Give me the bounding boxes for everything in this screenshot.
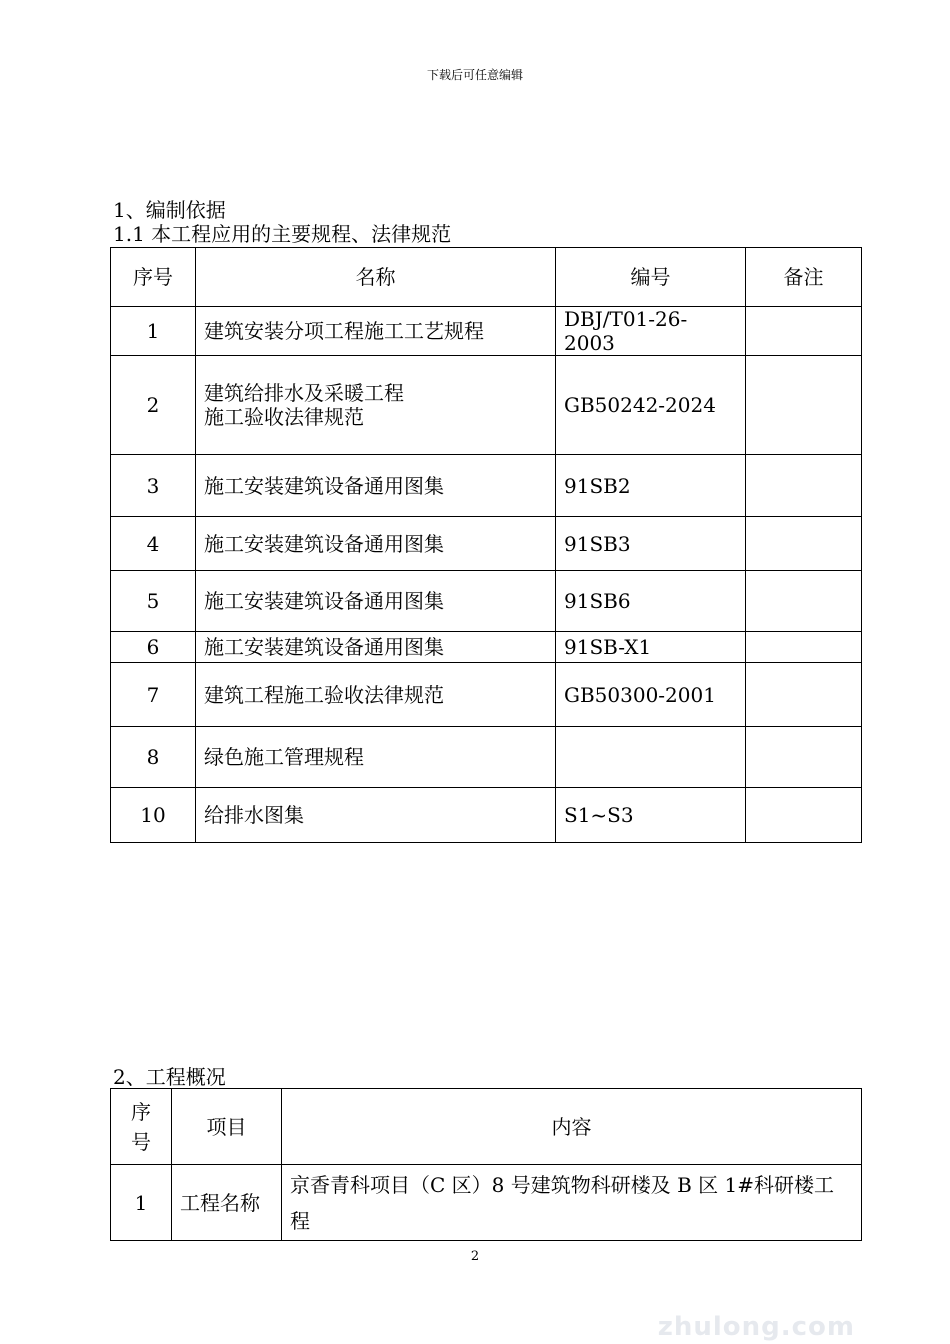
- table-row: [111, 788, 862, 843]
- row-no: 2: [111, 356, 196, 455]
- row-name: 施工安装建筑设备通用图集: [196, 455, 556, 517]
- column-header-no-line2: 号: [131, 1129, 151, 1154]
- row-item: 工程名称: [172, 1165, 282, 1241]
- row-remark: [746, 356, 862, 455]
- row-no: 10: [111, 788, 196, 843]
- row-remark: [746, 571, 862, 632]
- table-row: [111, 517, 862, 571]
- row-no: 7: [111, 663, 196, 727]
- row-code: [556, 727, 746, 788]
- row-code: S1~S3: [556, 788, 746, 843]
- column-header-no-line1: 序: [131, 1099, 151, 1124]
- row-no: 4: [111, 517, 196, 571]
- row-code: DBJ/T01-26-2003: [556, 307, 746, 356]
- table-row: [111, 455, 862, 517]
- row-remark: [746, 632, 862, 663]
- row-remark: [746, 663, 862, 727]
- table-row: [111, 356, 862, 455]
- row-no: 8: [111, 727, 196, 788]
- row-name: 施工安装建筑设备通用图集: [196, 571, 556, 632]
- table-row: [111, 1165, 862, 1241]
- watermark: zhulong.com: [657, 1312, 855, 1342]
- section1-subtitle: 1.1 本工程应用的主要规程、法律规范: [113, 222, 452, 246]
- row-code: 91SB2: [556, 455, 746, 517]
- table-row: [111, 663, 862, 727]
- column-header-code: 编号: [556, 248, 746, 307]
- table-row: [111, 632, 862, 663]
- column-header-name: 名称: [196, 248, 556, 307]
- column-header-item: 项目: [172, 1089, 282, 1165]
- row-code: 91SB6: [556, 571, 746, 632]
- header-note: 下载后可任意编辑: [426, 68, 523, 82]
- row-remark: [746, 788, 862, 843]
- row-name: 施工安装建筑设备通用图集: [196, 632, 556, 663]
- project-overview-table: [110, 1088, 862, 1241]
- row-name-line1: 建筑给排水及采暖工程: [204, 381, 404, 405]
- row-name: 给排水图集: [196, 788, 556, 843]
- page-number: 2: [470, 1249, 480, 1264]
- table-header-row: [111, 248, 862, 307]
- row-no: 3: [111, 455, 196, 517]
- table-row: [111, 727, 862, 788]
- row-remark: [746, 727, 862, 788]
- table-row: [111, 571, 862, 632]
- row-remark: [746, 517, 862, 571]
- table-header-row: [111, 1089, 862, 1165]
- row-no: 5: [111, 571, 196, 632]
- row-no: 1: [111, 1165, 172, 1241]
- row-code: 91SB3: [556, 517, 746, 571]
- row-code: GB50300-2001: [556, 663, 746, 727]
- column-header-no: [111, 1089, 172, 1165]
- row-code: 91SB-X1: [556, 632, 746, 663]
- row-name: [196, 356, 556, 455]
- row-name: 施工安装建筑设备通用图集: [196, 517, 556, 571]
- section1-title: 1、编制依据: [113, 198, 226, 222]
- row-name: 绿色施工管理规程: [196, 727, 556, 788]
- row-no: 6: [111, 632, 196, 663]
- row-name: 建筑安装分项工程施工工艺规程: [196, 307, 556, 356]
- regulations-table: [110, 247, 862, 843]
- row-content: 京香青科项目（C 区）8 号建筑物科研楼及 B 区 1#科研楼工程: [282, 1165, 862, 1241]
- section2-title: 2、工程概况: [113, 1065, 226, 1089]
- column-header-no: 序号: [111, 248, 196, 307]
- column-header-content: 内容: [282, 1089, 862, 1165]
- row-no: 1: [111, 307, 196, 356]
- column-header-remark: 备注: [746, 248, 862, 307]
- row-remark: [746, 455, 862, 517]
- row-remark: [746, 307, 862, 356]
- row-name: 建筑工程施工验收法律规范: [196, 663, 556, 727]
- row-name-line2: 施工验收法律规范: [204, 405, 364, 429]
- table-row: [111, 307, 862, 356]
- row-code: GB50242-2024: [556, 356, 746, 455]
